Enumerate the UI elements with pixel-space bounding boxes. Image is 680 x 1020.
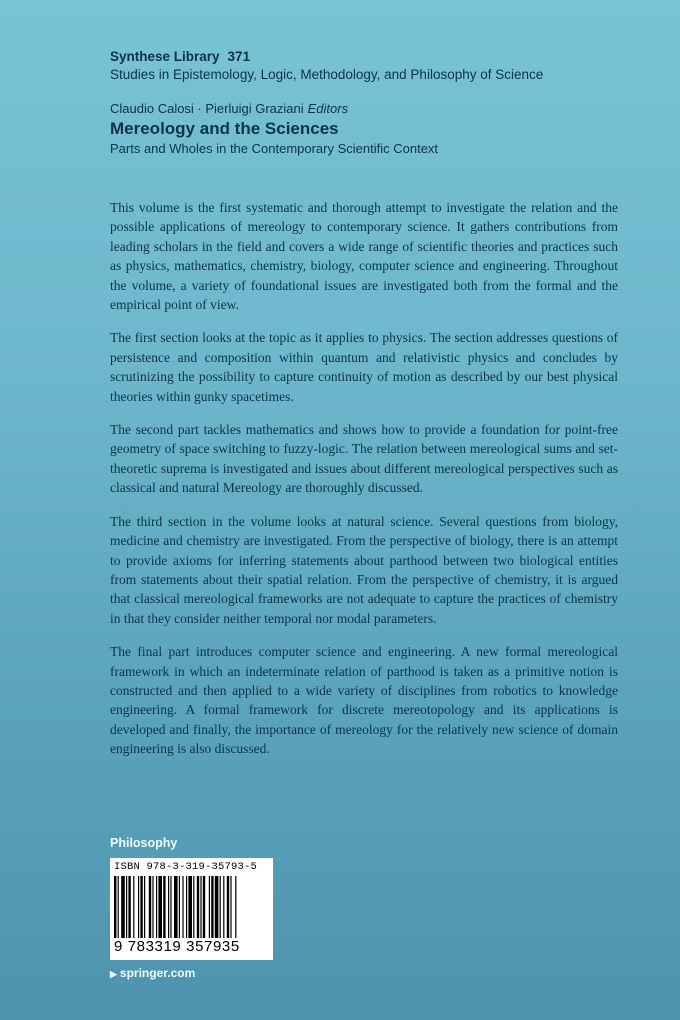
series-number: 371 bbox=[227, 49, 251, 64]
book-subtitle: Parts and Wholes in the Contemporary Scientific Context bbox=[110, 141, 439, 156]
blurb-paragraph: The first section looks at the topic as it applies to physics. The section addresses questions of persistence and composition within quantum and relativistic physics and concludes by scrutinizing the possibility to capture continuity of motion as described by our best physical theories within gunky spacetimes. bbox=[110, 330, 618, 404]
website-text: springer.com bbox=[119, 966, 196, 980]
cover-header bbox=[110, 48, 650, 158]
website-link[interactable] bbox=[110, 966, 195, 980]
category-label: Philosophy bbox=[110, 836, 178, 850]
editors-names: Claudio Calosi · Pierluigi Graziani bbox=[110, 101, 304, 116]
blurb-paragraph: The final part introduces computer science and engineering. A new formal mereological framework in which an indeterminate relation of parthood is taken as a primitive notion is constructed and then applied to a wide variety of disciplines from robotics to knowledge engineering. A formal framework for discrete mereotopology and its applications is developed and finally, the importance of mereology for the relatively new science of domain engineering is also discussed. bbox=[110, 644, 618, 757]
blurb-paragraph: This volume is the first systematic and thorough attempt to investigate the relation and the possible applications of mereology to contemporary science. It gathers contributions from leading scholars in the field and covers a wide range of scientific theories and practices such as physics, mathematics, chemistry, biology, computer science and engineering. Throughout the volume, a variety of foundational issues are investigated both from the formal and the empirical point of view. bbox=[110, 200, 618, 313]
book-title: Mereology and the Sciences bbox=[110, 119, 339, 138]
barcode-digits: 9 783319 357935 bbox=[114, 938, 240, 955]
arrow-right-icon: ▶ bbox=[110, 969, 117, 979]
editors-role: Editors bbox=[307, 101, 349, 116]
isbn-barcode bbox=[110, 858, 273, 960]
isbn-label: ISBN 978-3-319-35793-5 bbox=[114, 861, 258, 873]
series-line bbox=[110, 48, 650, 66]
series-subtitle: Studies in Epistemology, Logic, Methodology, and Philosophy of Science bbox=[110, 67, 544, 82]
series-title: Synthese Library bbox=[110, 49, 220, 64]
editors-line bbox=[110, 100, 650, 117]
blurb-paragraph: The second part tackles mathematics and shows how to provide a foundation for point-free geometry of space switching to fuzzy-logic. The relation between mereological sums and set-theoretic suprema is investigated and issues about different mereological perspectives such as classical and natural Mereology are thoroughly discussed. bbox=[110, 422, 618, 496]
blurb-paragraph: The third section in the volume looks at natural science. Several questions from biology, medicine and chemistry are investigated. From the perspective of biology, there is an attempt to provide axioms for inferring statements about parthood between two biological entities from statements about their spatial relation. From the perspective of chemistry, it is argued that classical mereological frameworks are not adequate to capture the practices of chemistry in that they consider neither temporal nor modal parameters. bbox=[110, 513, 618, 626]
blurb bbox=[110, 198, 618, 773]
barcode-icon bbox=[114, 876, 269, 938]
